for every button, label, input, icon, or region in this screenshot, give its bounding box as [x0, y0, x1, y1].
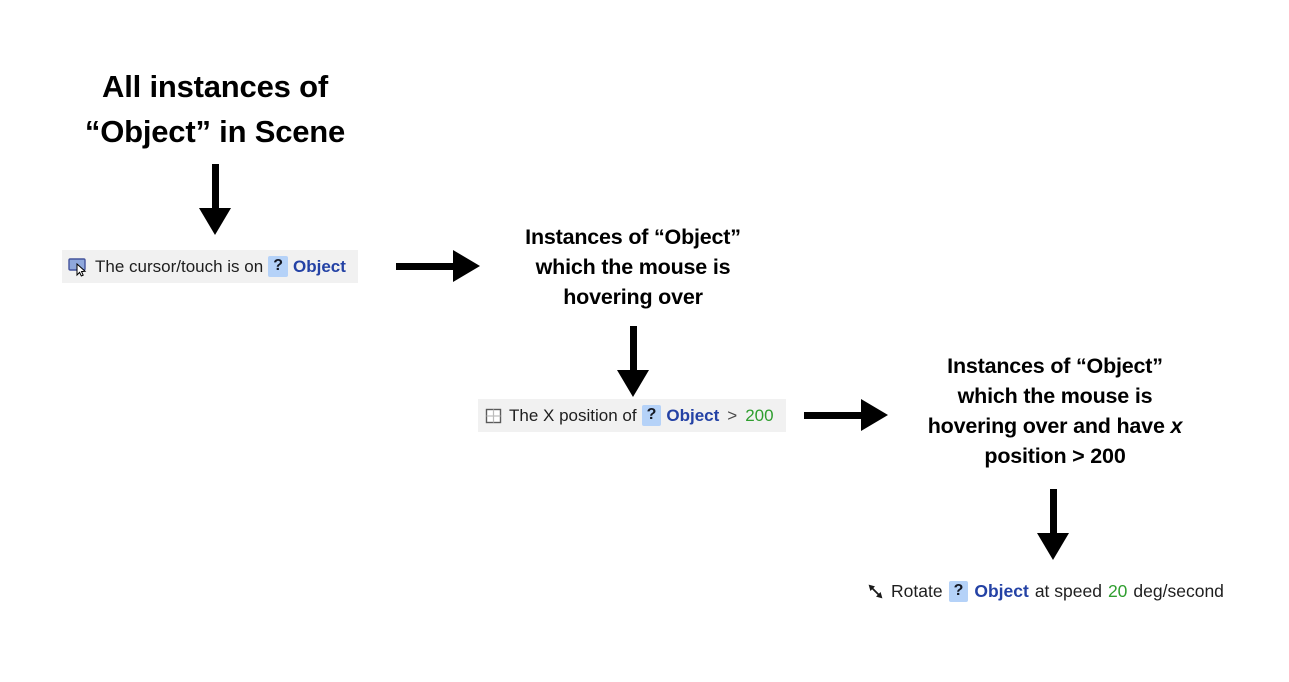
arrow-down-3: [1037, 489, 1069, 560]
condition-x-position[interactable]: [478, 399, 786, 432]
label-line: position > 200: [984, 444, 1126, 468]
label-hover-instances: [483, 222, 783, 312]
object-param-chip[interactable]: ?: [268, 256, 288, 277]
arrow-shaft: [630, 326, 637, 370]
arrow-shaft: [1050, 489, 1057, 533]
label-line: which the mouse is: [957, 384, 1153, 408]
arrow-head: [861, 399, 888, 431]
label-all-instances: [40, 64, 390, 154]
arrow-right-1: [396, 250, 480, 282]
action-text: Rotate: [891, 581, 943, 601]
label-line: All instances of: [102, 69, 328, 104]
arrow-head: [199, 208, 231, 235]
label-line: [890, 411, 1220, 441]
action-text: deg/second: [1133, 581, 1224, 601]
speed-value[interactable]: 20: [1107, 581, 1128, 601]
label-line: “Object” in Scene: [84, 114, 346, 149]
label-line-italic-x: x: [1170, 414, 1183, 438]
arrow-shaft: [396, 263, 453, 270]
object-name[interactable]: Object: [292, 256, 346, 276]
position-icon: [484, 406, 504, 426]
arrow-head: [617, 370, 649, 397]
arrow-down-2: [617, 326, 649, 397]
object-param-chip[interactable]: ?: [642, 405, 662, 426]
arrow-head: [453, 250, 480, 282]
arrow-head: [1037, 533, 1069, 560]
arrow-right-2: [804, 399, 888, 431]
arrow-shaft: [212, 164, 219, 208]
cursor-touch-icon: [68, 255, 90, 279]
arrow-down-1: [199, 164, 231, 235]
label-line: which the mouse is: [535, 255, 731, 279]
object-param-chip[interactable]: ?: [949, 581, 969, 602]
label-line: hovering over: [563, 285, 703, 309]
rotate-icon: [866, 582, 885, 601]
object-name[interactable]: Object: [974, 581, 1029, 601]
comparison-operator: >: [727, 405, 738, 425]
label-line: Instances of “Object”: [525, 225, 741, 249]
condition-cursor-touch[interactable]: [62, 250, 358, 283]
object-name[interactable]: Object: [666, 405, 720, 425]
label-line: Instances of “Object”: [947, 354, 1163, 378]
condition-text: The X position of: [509, 405, 637, 425]
condition-text: The cursor/touch is on: [95, 256, 264, 276]
comparison-value[interactable]: 200: [745, 405, 774, 425]
action-rotate[interactable]: [866, 581, 1224, 602]
arrow-shaft: [804, 412, 861, 419]
label-line-text: hovering over and have: [927, 414, 1171, 438]
label-hover-x-instances: [890, 351, 1220, 471]
action-text: at speed: [1034, 581, 1102, 601]
